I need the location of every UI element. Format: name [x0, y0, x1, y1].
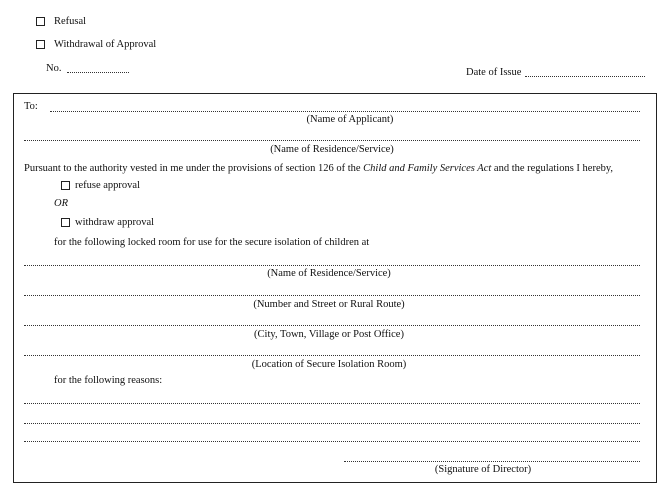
street-field[interactable]: [24, 295, 640, 296]
withdraw-approval-checkbox[interactable]: [61, 218, 70, 227]
applicant-name-field[interactable]: [50, 111, 640, 112]
pursuant-text-1: Pursuant to the authority vested in me under the provisions of section 126 of the: [24, 163, 361, 174]
or-label: OR: [54, 198, 68, 209]
withdrawal-label: Withdrawal of Approval: [54, 39, 157, 50]
to-label: To:: [24, 101, 38, 112]
reason-line-3[interactable]: [24, 441, 640, 442]
refusal-label: Refusal: [54, 16, 87, 27]
reason-line-2[interactable]: [24, 423, 640, 424]
residence-name-caption-2: (Name of Residence/Service): [267, 268, 391, 279]
street-caption: (Number and Street or Rural Route): [253, 299, 405, 310]
withdraw-approval-label: withdraw approval: [75, 217, 155, 228]
pursuant-text-2: and the regulations I hereby,: [493, 163, 614, 174]
act-name: Child and Family Services Act: [363, 163, 492, 174]
signature-caption: (Signature of Director): [434, 464, 532, 475]
number-field[interactable]: [67, 72, 129, 73]
refuse-approval-label: refuse approval: [75, 180, 141, 191]
reasons-label: for the following reasons:: [54, 375, 163, 386]
refuse-approval-checkbox[interactable]: [61, 181, 70, 190]
residence-name-caption-1: (Name of Residence/Service): [270, 144, 394, 155]
refusal-checkbox[interactable]: [36, 17, 45, 26]
locked-room-text: for the following locked room for use for the secure isolation of children at: [54, 237, 370, 248]
location-caption: (Location of Secure Isolation Room): [251, 359, 407, 370]
date-of-issue-field[interactable]: [525, 76, 645, 77]
date-of-issue-label: Date of Issue: [466, 67, 522, 78]
city-field[interactable]: [24, 325, 640, 326]
number-label: No.: [46, 63, 62, 74]
residence-name-field-2[interactable]: [24, 265, 640, 266]
city-caption: (City, Town, Village or Post Office): [254, 329, 404, 340]
location-field[interactable]: [24, 355, 640, 356]
withdrawal-checkbox[interactable]: [36, 40, 45, 49]
residence-name-field-1[interactable]: [24, 140, 640, 141]
signature-field[interactable]: [344, 461, 640, 462]
reason-line-1[interactable]: [24, 403, 640, 404]
pursuant-statement: [24, 163, 613, 175]
applicant-name-caption: (Name of Applicant): [306, 114, 394, 125]
